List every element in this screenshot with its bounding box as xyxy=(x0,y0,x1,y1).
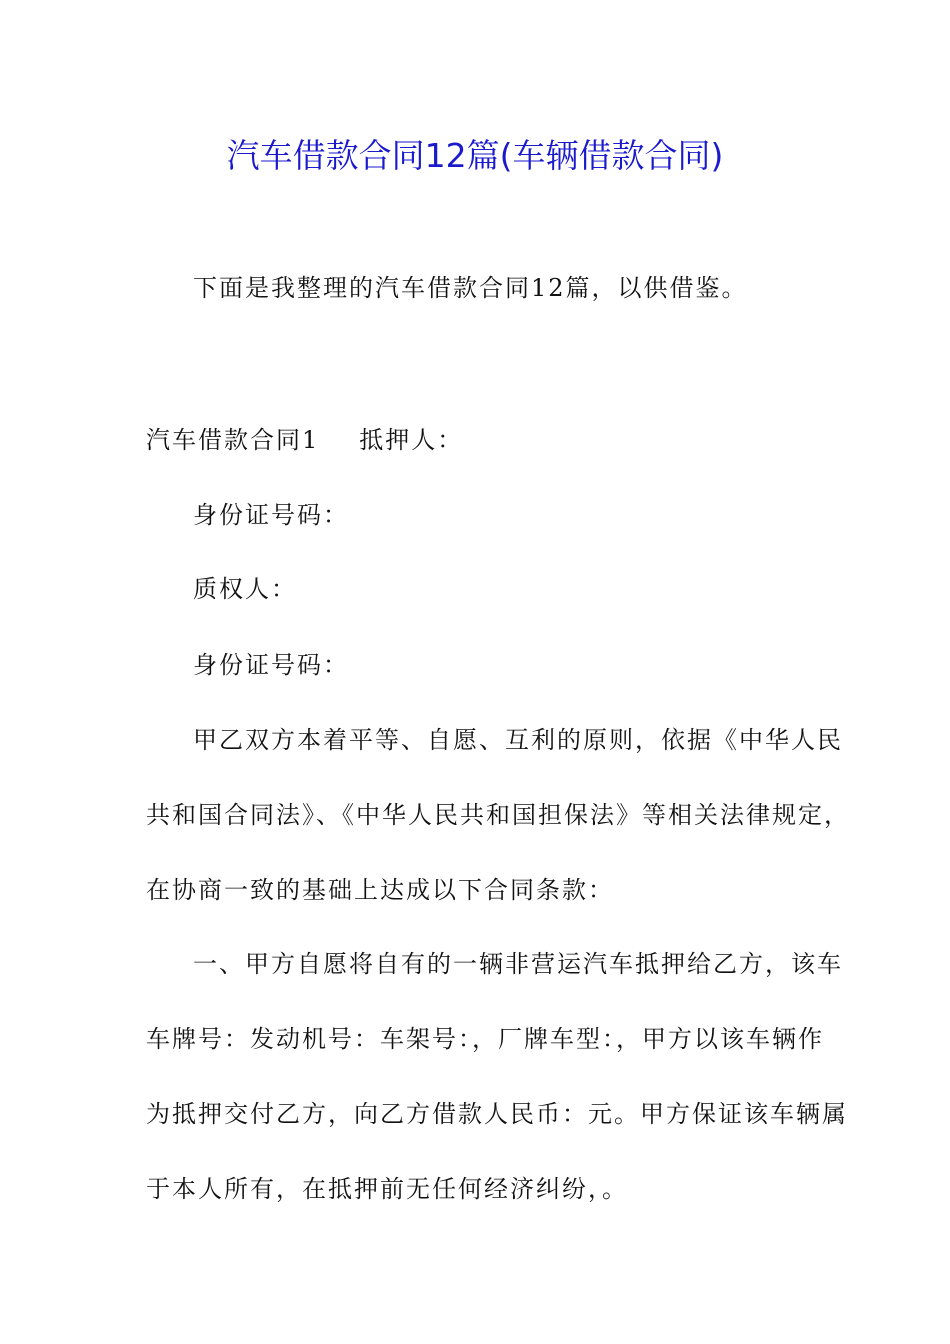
clause-line: 于本人所有，在抵押前无任何经济纠纷，。 xyxy=(146,1175,628,1203)
paragraph-line: 共和国合同法》、《中华人民共和国担保法》等相关法律规定， xyxy=(146,801,850,829)
pledgee-label: 质权人： xyxy=(193,575,297,603)
pledgee-id-label: 身份证号码： xyxy=(193,651,349,679)
clause-line: 车牌号：发动机号：车架号：，厂牌车型：，甲方以该车辆作 xyxy=(146,1025,824,1053)
section-heading: 汽车借款合同1 xyxy=(146,426,320,454)
paragraph-line: 甲乙双方本着平等、自愿、互利的原则，依据《中华人民 xyxy=(193,726,843,754)
document-title: 汽车借款合同12篇(车辆借款合同) xyxy=(226,136,724,175)
mortgagor-id-label: 身份证号码： xyxy=(193,501,349,529)
section-heading-line xyxy=(146,420,463,455)
clause-line: 为抵押交付乙方，向乙方借款人民币：元。甲方保证该车辆属 xyxy=(146,1100,848,1128)
mortgagor-label: 抵押人： xyxy=(359,426,464,454)
clause-line: 一、甲方自愿将自有的一辆非营运汽车抵押给乙方，该车 xyxy=(193,950,843,978)
intro-paragraph: 下面是我整理的汽车借款合同12篇，以供借鉴。 xyxy=(193,274,748,302)
paragraph-line: 在协商一致的基础上达成以下合同条款： xyxy=(146,876,614,904)
